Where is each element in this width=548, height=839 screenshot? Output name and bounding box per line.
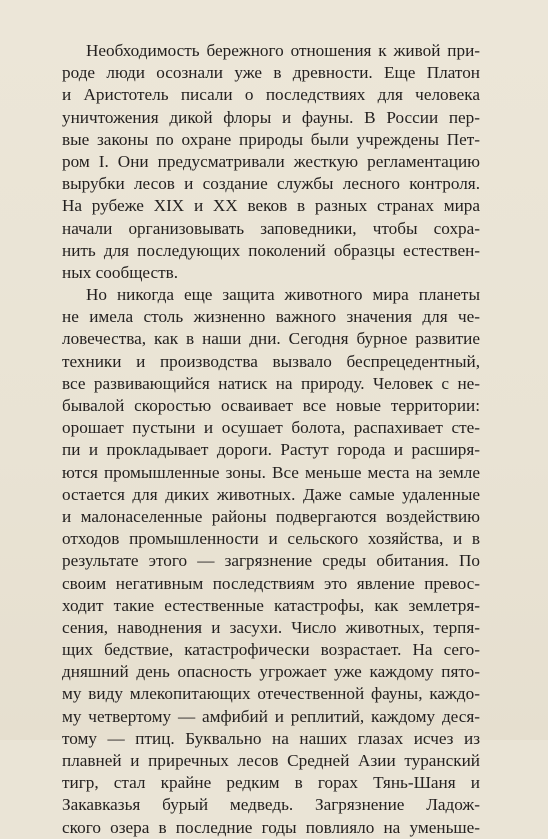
text-line: и малонаселенные районы подвергаются воздействию — [62, 506, 480, 526]
text-line: роде люди осознали уже в древности. Еще Платон — [62, 63, 480, 83]
body-text — [62, 40, 480, 839]
text-line: ского озера в последние годы повлияло на уменьше- — [62, 817, 480, 837]
text-line: ются промышленные зоны. Все меньше места на земле — [62, 462, 480, 482]
text-line: Необходимость бережного отношения к живой при- — [86, 41, 480, 60]
text-line: На рубеже XIX и XX веков в разных странах мира — [62, 196, 480, 216]
text-line: пи и прокладывает дороги. Растут города и расширя- — [62, 440, 480, 460]
text-line: вырубки лесов и создание службы лесного контроля. — [62, 174, 480, 194]
text-line: Закавказья бурый медведь. Загрязнение Ладож- — [62, 795, 480, 815]
text-line: результате этого — загрязнение среды обитания. По — [62, 551, 480, 571]
text-line: тому — птиц. Буквально на наших глазах исчез из — [62, 728, 480, 748]
text-line: сения, наводнения и засухи. Число животных, терпя- — [62, 617, 480, 637]
text-line: Но никогда еще защита животного мира планеты — [86, 285, 480, 305]
text-line: орошает пустыни и осушает болота, распахивает сте- — [62, 418, 480, 438]
text-line: своим негативным последствиям это явление превос- — [62, 573, 480, 593]
text-line: плавней и приречных лесов Средней Азии туранский — [62, 751, 480, 770]
text-line: не имела столь жизненно важного значения для че- — [62, 307, 480, 327]
text-line: нить для последующих поколений образцы естествен- — [62, 240, 480, 260]
text-line: ром I. Они предусматривали жесткую регламентацию — [62, 151, 480, 171]
text-line: остается для диких животных. Даже самые удаленные — [62, 484, 480, 504]
text-line: ловечества, как в наши дни. Сегодня бурное развитие — [62, 329, 480, 349]
text-line: все развивающийся натиск на природу. Человек с не- — [62, 373, 480, 393]
text-line: тигр, стал крайне редким в горах Тянь-Шаня и — [62, 773, 480, 793]
text-line: му виду млекопитающих отечественной фауны, каждо- — [62, 684, 480, 704]
text-line: дняшний день опасность угрожает уже каждому пято- — [62, 662, 480, 682]
text-line: начали организовывать заповедники, чтобы сохра- — [62, 218, 480, 238]
text-line: му четвертому — амфибий и реплитий, каждому деся- — [62, 706, 480, 726]
text-line: вые законы по охране природы были учреждены Пет- — [62, 129, 480, 149]
text-line: и Аристотель писали о последствиях для человека — [62, 85, 480, 105]
text-line: ных сообществ. — [62, 262, 179, 282]
text-line: бывалой скоростью осваивает все новые территории: — [62, 396, 480, 415]
text-line: техники и производства вызвало беспрецедентный, — [62, 351, 480, 371]
text-line: щих бедствие, катастрофически возрастает. На сего- — [62, 640, 480, 660]
text-line: уничтожения дикой флоры и фауны. В России пер- — [62, 107, 480, 127]
text-line: отходов промышленности и сельского хозяйства, и в — [62, 529, 480, 549]
text-line: ходит такие естественные катастрофы, как землетря- — [62, 595, 480, 615]
